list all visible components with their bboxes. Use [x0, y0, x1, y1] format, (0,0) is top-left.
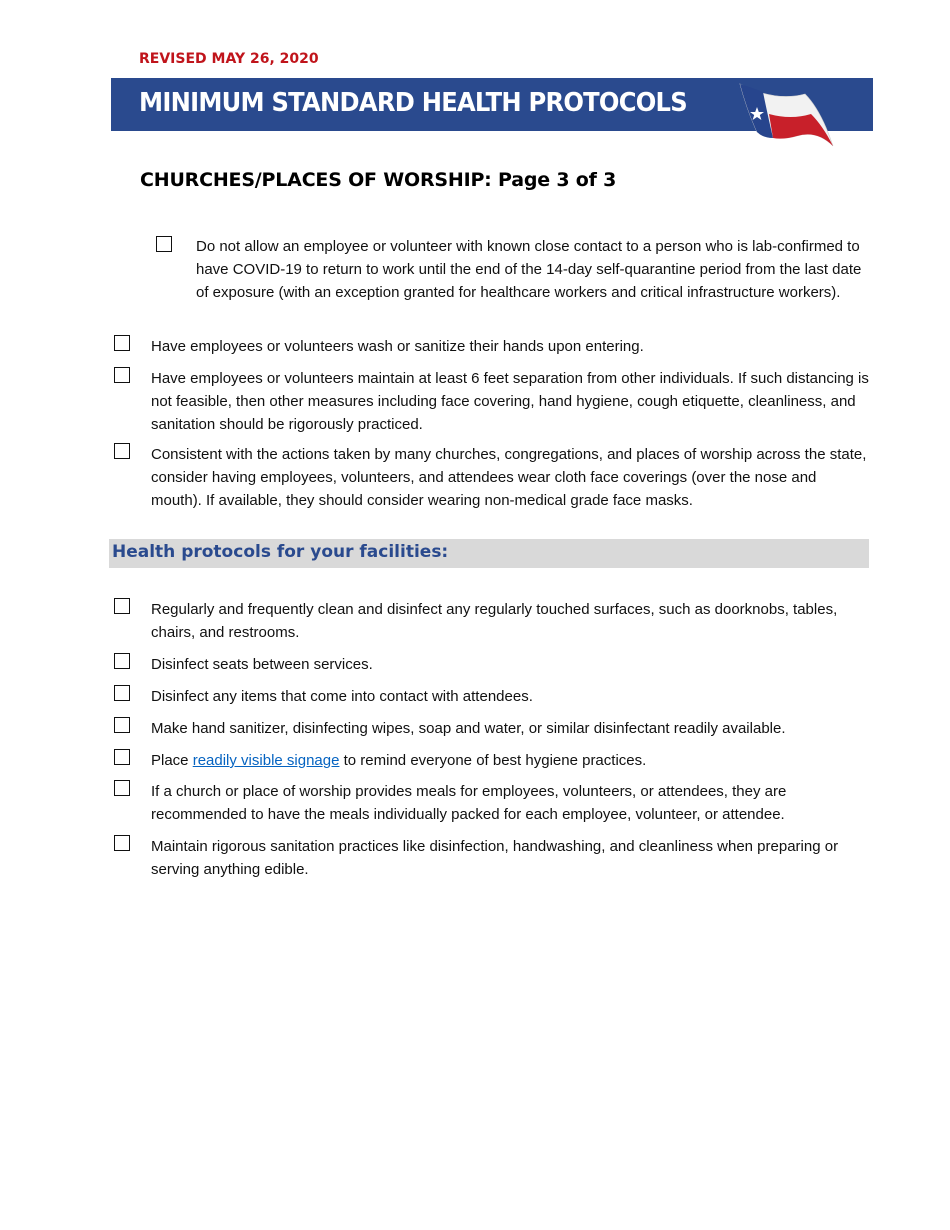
checkbox[interactable]	[114, 653, 130, 669]
checkbox[interactable]	[114, 717, 130, 733]
revised-date: REVISED MAY 26, 2020	[139, 51, 319, 67]
checkbox[interactable]	[114, 835, 130, 851]
checkbox[interactable]	[114, 780, 130, 796]
list-item-text: Consistent with the actions taken by many churches, congregations, and places of worship across the state, consider having employees, volunteers, and attendees wear cloth face coverings (over the nose and mouth). If available, they should consider wearing non-medical grade face masks.	[151, 446, 867, 509]
page-title: CHURCHES/PLACES OF WORSHIP: Page 3 of 3	[140, 169, 617, 191]
list-item-text: Make hand sanitizer, disinfecting wipes, soap and water, or similar disinfectant readily available.	[151, 720, 786, 737]
section-title: Health protocols for your facilities:	[112, 542, 449, 562]
checkbox[interactable]	[114, 335, 130, 351]
list-item-text: Regularly and frequently clean and disinfect any regularly touched surfaces, such as doorknobs, tables, chairs, and restrooms.	[151, 601, 838, 641]
text-after-link: to remind everyone of best hygiene practices.	[339, 752, 647, 769]
list-item-text	[151, 749, 871, 772]
checkbox[interactable]	[114, 598, 130, 614]
list-item-text: Maintain rigorous sanitation practices like disinfection, handwashing, and cleanliness when preparing or serving anything edible.	[151, 838, 839, 878]
text-before-link: Place	[151, 752, 193, 769]
banner-title: MINIMUM STANDARD HEALTH PROTOCOLS	[139, 88, 687, 118]
list-item-text: Have employees or volunteers wash or sanitize their hands upon entering.	[151, 338, 644, 355]
checkbox[interactable]	[114, 685, 130, 701]
section-header	[109, 539, 869, 568]
list-item-text: Do not allow an employee or volunteer with known close contact to a person who is lab-confirmed to have COVID-19 to return to work until the end of the 14-day self-quarantine period from the last date of exposure (with an exception granted for healthcare workers and critical infrastructure workers).	[196, 238, 862, 301]
checkbox[interactable]	[114, 443, 130, 459]
list-item-text: Have employees or volunteers maintain at least 6 feet separation from other individuals. If such distancing is not feasible, then other measures including face covering, hand hygiene, cough etiquette, cleanliness, and sanitation should be rigorously practiced.	[151, 370, 869, 433]
list-item-text: If a church or place of worship provides meals for employees, volunteers, or attendees, they are recommended to have the meals individually packed for each employee, volunteer, or attendee.	[151, 783, 787, 823]
checkbox[interactable]	[114, 367, 130, 383]
texas-flag-icon	[735, 80, 837, 152]
list-item-text: Disinfect any items that come into contact with attendees.	[151, 688, 533, 705]
list-item-text: Disinfect seats between services.	[151, 656, 373, 673]
checkbox[interactable]	[114, 749, 130, 765]
signage-link[interactable]: readily visible signage	[192, 752, 340, 769]
checkbox[interactable]	[156, 236, 172, 252]
